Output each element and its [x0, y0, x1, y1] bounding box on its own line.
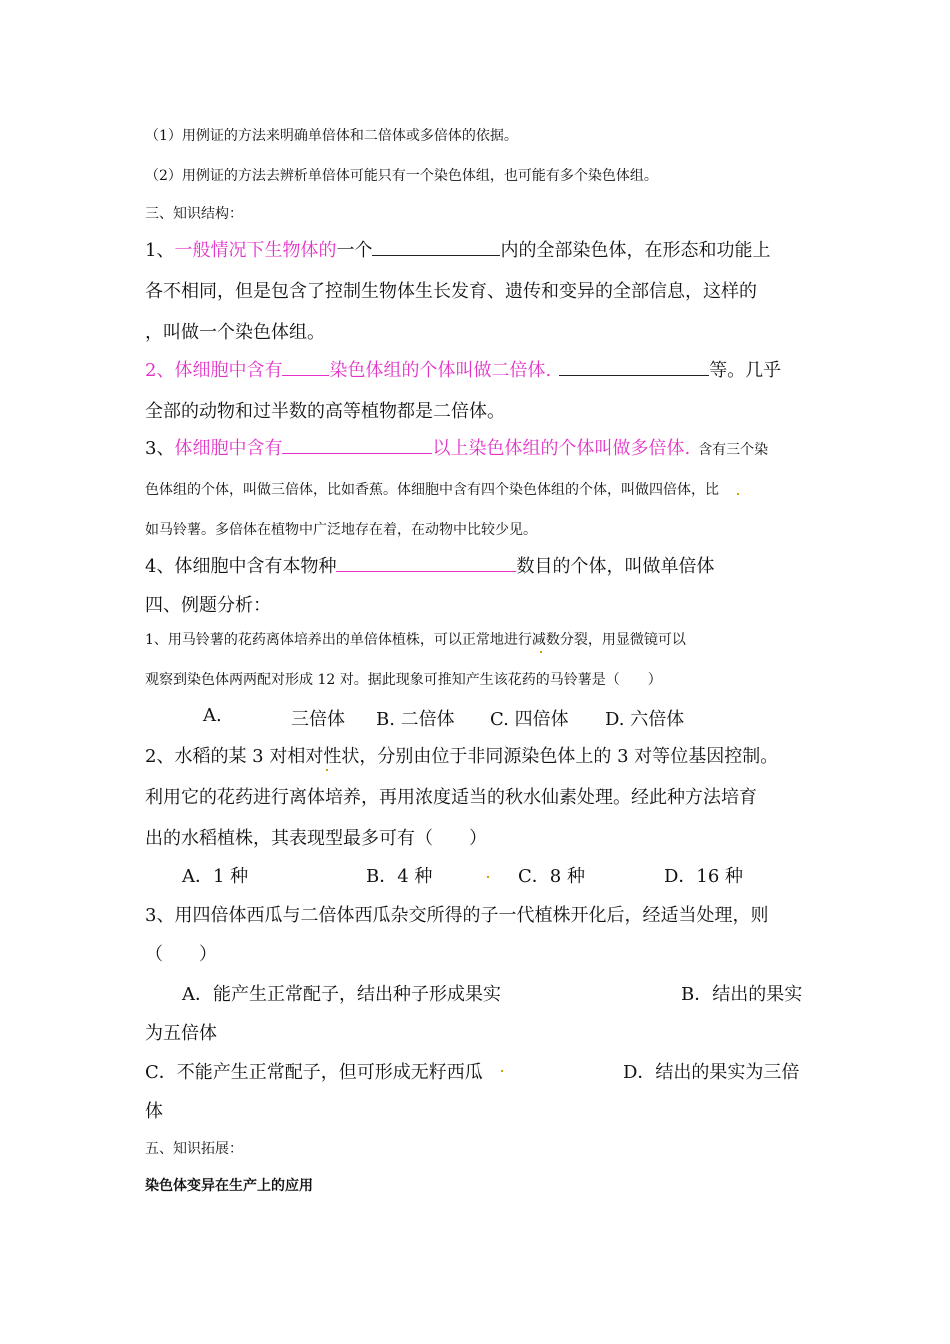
q3-option-c[interactable]: C．不能产生正常配子，但可形成无籽西瓜	[145, 1062, 483, 1083]
q1-option-c[interactable]: C. 四倍体	[490, 709, 569, 730]
section5-heading: 五、知识拓展：	[145, 1141, 243, 1157]
s3-p1-number: 1、	[145, 240, 175, 261]
s3-paragraph-3-line2: 色体组的个体，叫做三倍体，比如香蕉。体细胞中含有四个染色体组的个体，叫做四倍体，比	[145, 482, 719, 498]
q2-line2: 利用它的花药进行离体培养，再用浓度适当的秋水仙素处理。经此种方法培育	[145, 787, 757, 808]
s3-p2-text-b: 染色体组的个体叫做二倍体.	[329, 360, 552, 381]
stray-mark	[737, 493, 739, 495]
q3-option-d[interactable]: D．结出的果实为三倍	[623, 1062, 800, 1083]
q2-option-a[interactable]: A．1 种	[182, 866, 249, 887]
s3-paragraph-1-line3: ，叫做一个染色体组。	[145, 322, 325, 343]
stray-mark	[501, 1070, 503, 1072]
objective-1: （1）用例证的方法来明确单倍体和二倍体或多倍体的依据。	[145, 128, 518, 144]
q3-line2: （ ）	[145, 944, 217, 965]
q1-option-d[interactable]: D. 六倍体	[605, 709, 685, 730]
q2-line3: 出的水稻植株，其表现型最多可有（ ）	[145, 828, 487, 849]
q1-option-a-text[interactable]: 三倍体	[291, 709, 345, 730]
s3-p1-text-b: 内的全部染色体，在形态和功能上	[500, 240, 771, 261]
q2-option-c[interactable]: C．8 种	[518, 866, 585, 887]
objective-2: （2）用例证的方法去辨析单倍体可能只有一个染色体组，也可能有多个染色体组。	[145, 168, 658, 184]
section3-heading: 三、知识结构：	[145, 206, 243, 222]
q1-option-b[interactable]: B. 二倍体	[376, 709, 455, 730]
s3-p1-text-a: 一个	[336, 240, 373, 261]
fill-blank-4[interactable]	[282, 437, 432, 454]
s3-p4-text-b: 数目的个体，叫做单倍体	[516, 556, 715, 577]
s3-paragraph-2-line2: 全部的动物和过半数的高等植物都是二倍体。	[145, 401, 505, 422]
s3-paragraph-3-line1	[145, 434, 768, 460]
q3-option-b[interactable]: B．结出的果实	[681, 984, 803, 1005]
s3-p4-text-a: 4、体细胞中含有本物种	[145, 556, 337, 577]
q3-line1: 3、用四倍体西瓜与二倍体西瓜杂交所得的子一代植株开化后，经适当处理，则	[145, 905, 769, 926]
s3-p3-text-a: 体细胞中含有	[174, 438, 283, 459]
fill-blank-1[interactable]	[372, 239, 500, 256]
q3-option-b-cont: 为五倍体	[145, 1023, 217, 1044]
s3-paragraph-2-line1	[145, 356, 781, 382]
s3-p3-text-c: 含有三个染	[698, 442, 769, 458]
fill-blank-2[interactable]	[282, 359, 329, 376]
s3-p2-text-c: 等。几乎	[709, 360, 782, 381]
s3-paragraph-4	[145, 552, 714, 578]
section4-heading: 四、例题分析：	[145, 595, 271, 616]
q2-option-d[interactable]: D．16 种	[664, 866, 744, 887]
s3-paragraph-1-line2: 各不相同，但是包含了控制生物体生长发育、遗传和变异的全部信息，这样的	[145, 281, 757, 302]
s3-paragraph-3-line3: 如马铃薯。多倍体在植物中广泛地存在着，在动物中比较少见。	[145, 522, 537, 538]
fill-blank-5[interactable]	[336, 555, 516, 572]
q2-option-b[interactable]: B．4 种	[366, 866, 433, 887]
q1-line1: 1、用马铃薯的花药离体培养出的单倍体植株，可以正常地进行减数分裂，用显微镜可以	[145, 632, 686, 648]
s3-p3-number: 3、	[145, 438, 175, 459]
s3-p1-pink-text: 一般情况下生物体的	[174, 240, 337, 261]
fill-blank-3[interactable]	[559, 359, 709, 376]
s3-paragraph-1-line1	[145, 236, 770, 262]
q3-option-d-cont: 体	[145, 1101, 163, 1122]
section5-subheading: 染色体变异在生产上的应用	[145, 1178, 313, 1194]
stray-mark	[487, 876, 489, 878]
q1-line2: 观察到染色体两两配对形成 12 对。据此现象可推知产生该花药的马铃薯是（ ）	[145, 672, 662, 688]
s3-p2-text-a: 2、体细胞中含有	[145, 360, 283, 381]
stray-mark	[326, 769, 328, 771]
s3-p3-text-b: 以上染色体组的个体叫做多倍体.	[432, 438, 691, 459]
stray-mark	[540, 651, 542, 653]
q1-option-a[interactable]: A.	[203, 705, 222, 726]
q2-line1: 2、水稻的某 3 对相对性状，分别由位于非同源染色体上的 3 对等位基因控制。	[145, 746, 779, 767]
q3-option-a[interactable]: A．能产生正常配子，结出种子形成果实	[182, 984, 501, 1005]
